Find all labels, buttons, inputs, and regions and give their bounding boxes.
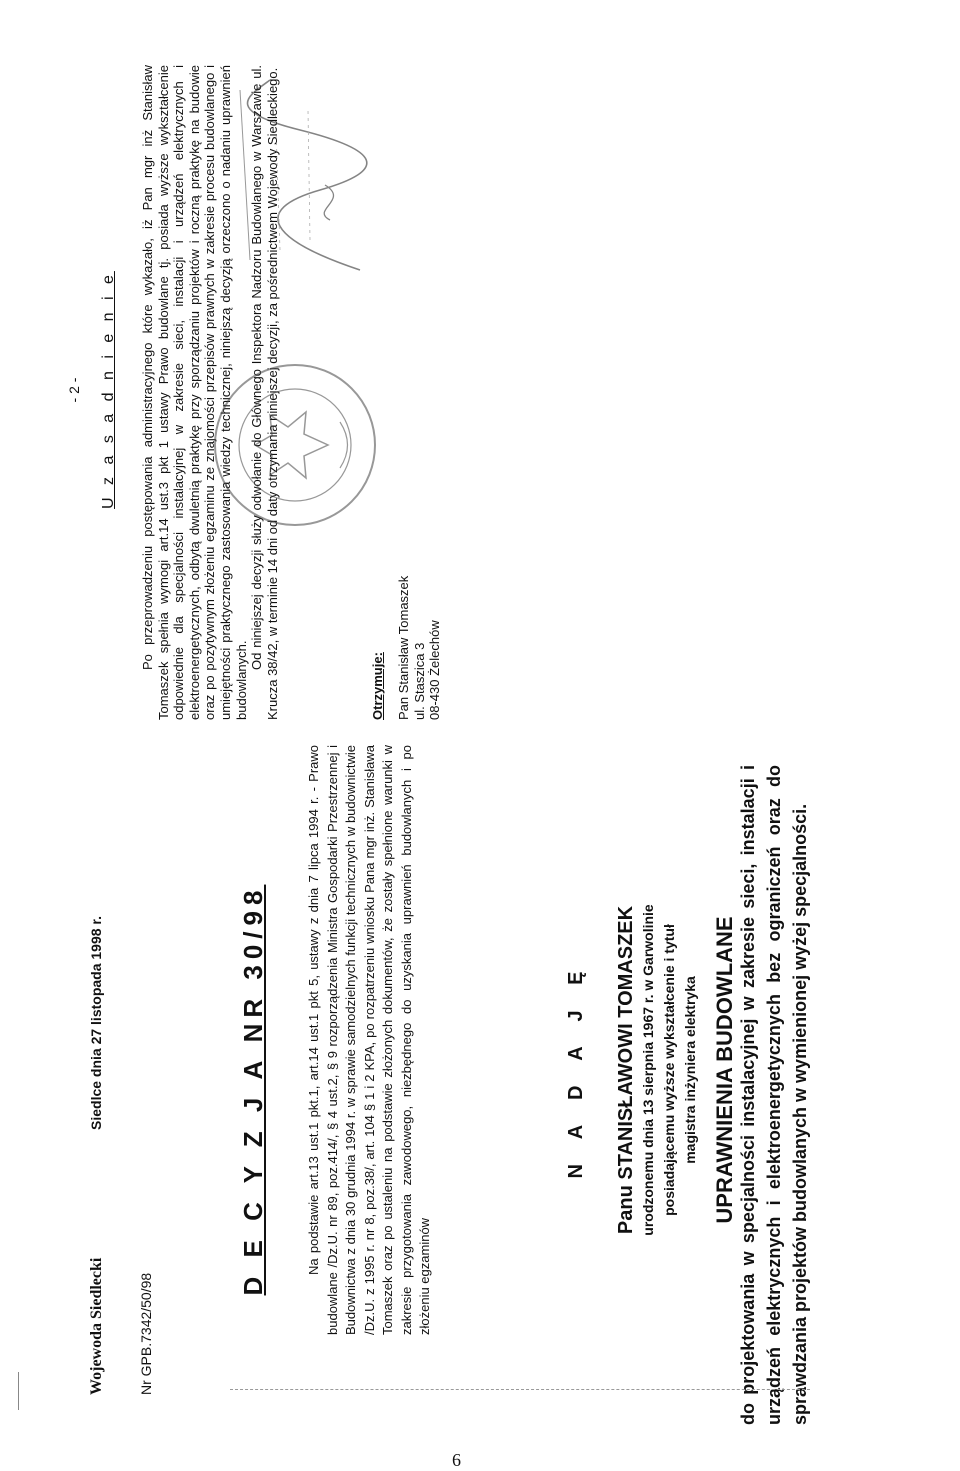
recipient-name: Panu STANISŁAWOWI TOMASZEK [615,905,637,1235]
decision-title: D E C Y Z J A NR 30/98 [238,884,268,1296]
fold-line [230,1389,810,1390]
issuing-authority: Wojewoda Siedlecki [88,1257,105,1395]
recipients-label: Otrzymuje: [370,652,385,720]
date-place: Siedlce dnia 27 listopada 1998 r. [88,916,104,1130]
recipient-line: ul. Staszica 3 [411,642,427,720]
appeal-paragraph: Od niniejszej decyzji służy odwołanie do Głównego Inspektora Nadzoru Budowlanego w Warszawie ul. Krucza 38/42, w terminie 14 dni od daty otrzymania niniejszej decyzji, za pośrednictwem Wojewody Siedleckiego. [249,65,280,720]
recipient-block [615,760,701,1380]
signature-icon [210,70,410,280]
recipient-education: posiadającemu wyższe wykształcenie i tytuł [661,924,677,1216]
justification-page [60,60,780,720]
justification-paragraph: Po przeprowadzeniu postępowania administracyjnego które wykazało, iż Pan mgr inż Stanisław Tomaszek spełnia wymogi art.14 ust.3 pkt 1 ustawy Prawo budowlane tj. posiada wyższe wykształcenie odpowiednie dla specjalności instalacyjnej w zakresie sieci, instalacji i urządzeń elektrycznych i elektroenergetycznych, odbytą dwuletnią praktykę przy sporządzaniu projektów i roczną praktykę na budowie oraz po pozytywnym złożeniu egzaminu ze znajomości przepisów prawnych w zakresie procesu budowlanego i umiejętności praktycznego zastosowania wiedzy technicznej, niniejszą decyzją orzeczono o nadaniu uprawnień budowlanych. [140,65,249,720]
edge-mark [18,1372,19,1410]
official-seal-icon [210,360,380,530]
grants-heading: N A D A J Ę [565,961,587,1179]
recipient-birth: urodzonemu dnia 13 sierpnia 1967 r. w Garwolinie [640,904,656,1236]
document-sheet [60,40,810,1440]
justification-title: U z a s a d n i e n i e [100,271,117,509]
rotated-document [60,40,810,1440]
recipient-line: Pan Stanisław Tomaszek [396,575,411,720]
recipients-list [396,576,443,720]
recipient-title: magistra inżyniera elektryka [682,976,698,1164]
page-number: - 2 - [66,377,82,403]
decision-page [60,745,810,1440]
permissions-title: UPRAWNIENIA BUDOWLANE [712,916,737,1224]
permissions-scope: do projektowania w specjalności instalacyjnej w zakresie sieci, instalacji i urządzeń elektrycznych i elektroenergetycznych bez ograniczeń oraz do sprawdzania projektów budowlanych w wymienionej wyżej specjalności. [738,765,810,1425]
legal-basis-paragraph: Na podstawie art.13 ust.1 pkt.1, art.14 ust.1 pkt 5, ustawy z dnia 7 lipca 1994 r. - Prawo budowlane /Dz.U. nr 89, poz.414/, § 4 ust.2, § 9 rozporządzenia Ministra Gospodarki Przestrzennej i Budownictwa z dnia 30 grudnia 1994 r. w sprawie samodzielnych funkcji technicznych w budownictwie /Dz.U. z 1995 r. nr 8, poz.38/, art. 104 § 1 i 2 KPA, po rozpatrzeniu wniosku Pana mgr inż. Stanisława Tomaszek oraz po ustaleniu na podstawie złożonych dokumentów, że zostały spełnione warunki w zakresie przygotowania zawodowego, niezbędnego do uzyskania uprawnień budowlanych i po złożeniu egzaminów [306,745,432,1335]
sheet-number: 6 [452,1450,461,1470]
reference-number: Nr GPB.7342/50/98 [138,1272,154,1395]
recipient-line: 08-430 Żelechów [427,620,443,720]
